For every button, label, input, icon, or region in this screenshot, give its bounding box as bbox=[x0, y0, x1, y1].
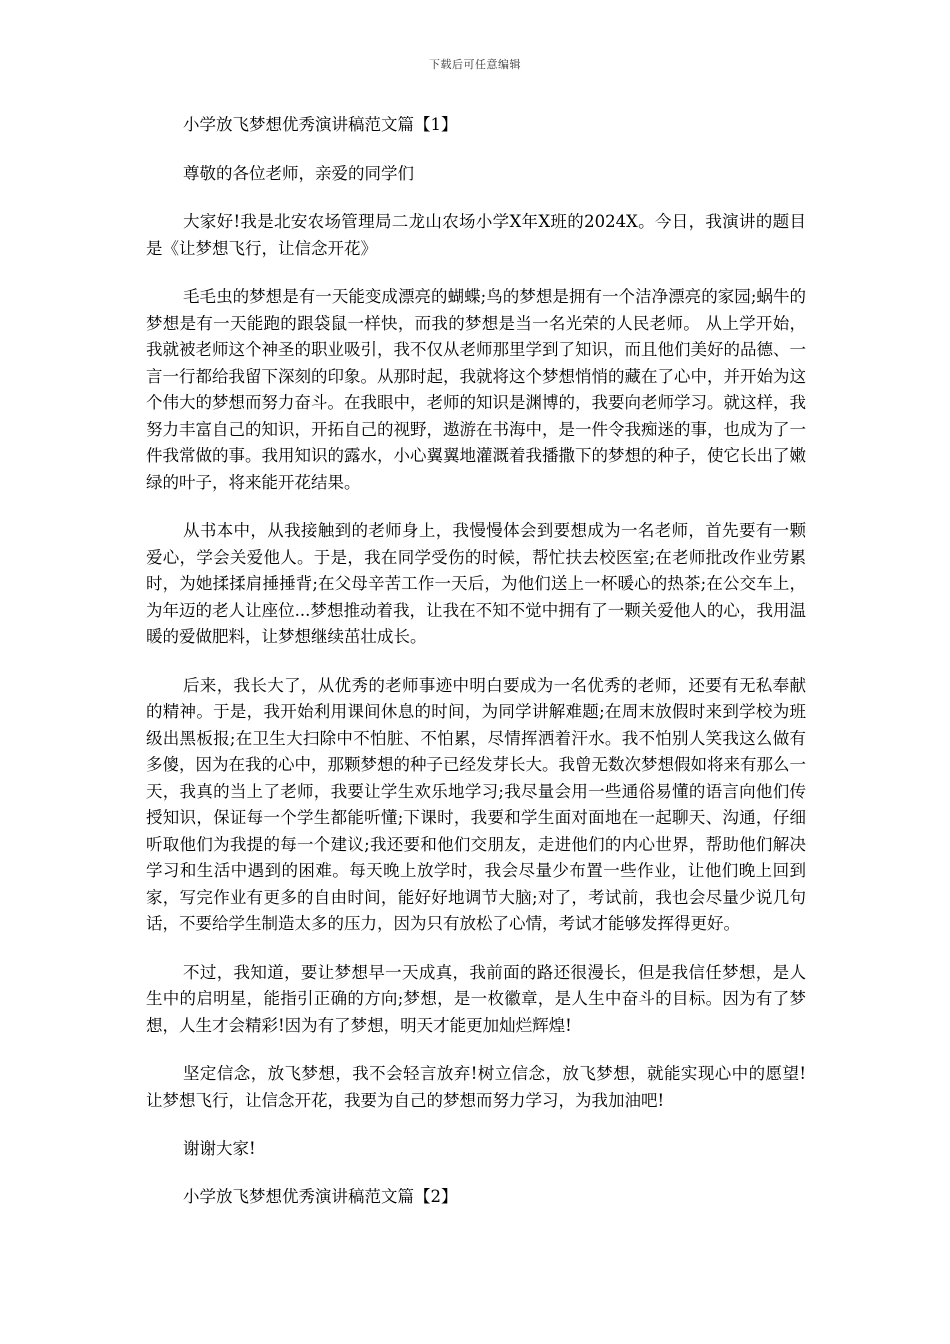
section-heading-2: 小学放飞梦想优秀演讲稿范文篇【2】 bbox=[183, 1186, 458, 1206]
section-heading-1: 小学放飞梦想优秀演讲稿范文篇【1】 bbox=[183, 115, 458, 134]
paragraph-belief: 不过，我知道，要让梦想早一天成真，我前面的路还很漫长，但是我信任梦想，是人生中的启明星，能指引正确的方向;梦想，是一枚徽章，是人生中奋斗的目标。因为有了梦想，人生才会精彩!因为有了梦想，明天才能更加灿烂辉煌! bbox=[146, 962, 806, 1035]
document-body bbox=[146, 112, 806, 1210]
closing-thanks: 谢谢大家! bbox=[183, 1139, 256, 1158]
paragraph-caring: 从书本中，从我接触到的老师身上，我慢慢体会到要想成为一名老师，首先要有一颗爱心，学会关爱他人。于是，我在同学受伤的时候，帮忙扶去校医室;在老师批改作业劳累时，为她揉揉肩捶捶背;在父母辛苦工作一天后，为他们送上一杯暖心的热茶;在公交车上，为年迈的老人让座位...梦想推动着我，让我在不知不觉中拥有了一颗关爱他人的心，我用温暖的爱做肥料，让梦想继续茁壮成长。 bbox=[146, 521, 806, 646]
paragraph-dream: 毛毛虫的梦想是有一天能变成漂亮的蝴蝶;鸟的梦想是拥有一个洁净漂亮的家园;蜗牛的梦想是有一天能跑的跟袋鼠一样快，而我的梦想是当一名光荣的人民老师。 从上学开始，我就被老师这个神圣的职业吸引，我不仅从老师那里学到了知识，而且他们美好的品德、一言一行都给我留下深刻的印象。从那时起，我就将这个梦想悄悄的藏在了心中，并开始为这个伟大的梦想而努力奋斗。在我眼中，老师的知识是渊博的，我要向老师学习。就这样，我努力丰富自己的知识，开拓自己的视野，遨游在书海中，是一件令我痴迷的事，也成为了一件我常做的事。我用知识的露水，小心翼翼地灌溉着我播撒下的梦想的种子，使它长出了嫩绿的叶子，将来能开花结果。 bbox=[146, 287, 806, 492]
paragraph-intro: 大家好!我是北安农场管理局二龙山农场小学X年X班的2024X。今日，我演讲的题目是《让梦想飞行，让信念开花》 bbox=[146, 212, 806, 258]
paragraph-conclusion: 坚定信念，放飞梦想，我不会轻言放弃!树立信念，放飞梦想，就能实现心中的愿望!让梦想飞行，让信念开花，我要为自己的梦想而努力学习，为我加油吧! bbox=[146, 1064, 806, 1110]
header-note: 下载后可任意编辑 bbox=[429, 58, 521, 71]
greeting: 尊敬的各位老师，亲爱的同学们 bbox=[183, 163, 414, 183]
paragraph-dedication: 后来，我长大了，从优秀的老师事迹中明白要成为一名优秀的老师，还要有无私奉献的精神。于是，我开始利用课间休息的时间，为同学讲解难题;在周末放假时来到学校为班级出黑板报;在卫生大扫除中不怕脏、不怕累，尽情挥洒着汗水。我不怕别人笑我这么做有多傻，因为在我的心中，那颗梦想的种子已经发芽长大。我曾无数次梦想假如将来有那么一天，我真的当上了老师，我要让学生欢乐地学习;我尽量会用一些通俗易懂的语言向他们传授知识，保证每一个学生都能听懂;下课时，我要和学生面对面地在一起聊天、沟通，仔细听取他们为我提的每一个建议;我还要和他们交朋友，走进他们的内心世界，帮助他们解决学习和生活中遇到的困难。每天晚上放学时，我会尽量少布置一些作业，让他们晚上回到家，写完作业有更多的自由时间，能好好地调节大脑;对了，考试前，我也会尽量少说几句话，不要给学生制造太多的压力，因为只有放松了心情，考试才能够发挥得更好。 bbox=[146, 675, 806, 933]
